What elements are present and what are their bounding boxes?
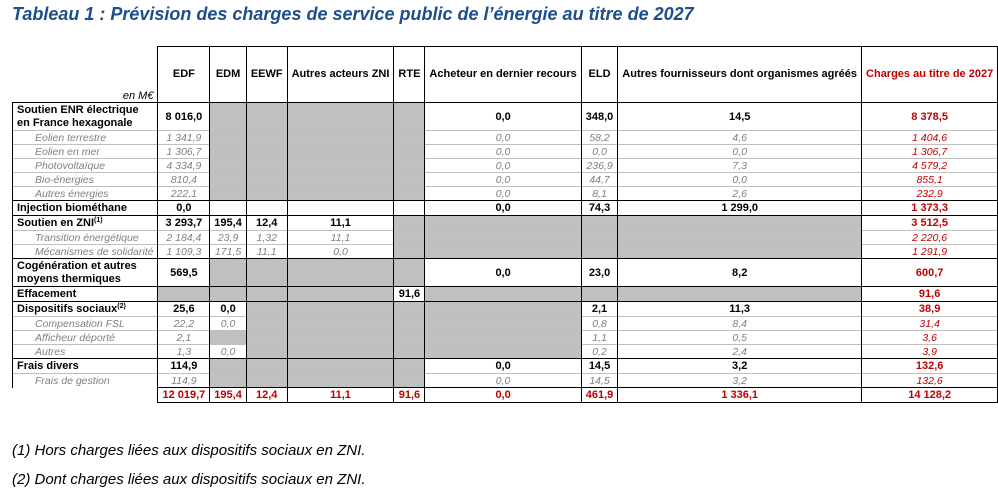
- empty-cell: [210, 131, 247, 145]
- table-cell: 12,4: [246, 216, 287, 231]
- col-header: Acheteur en dernier recours: [425, 47, 581, 103]
- table-subrow: [13, 159, 998, 173]
- table-cell: 0,5: [618, 331, 862, 345]
- empty-cell: [394, 331, 425, 345]
- row-label: [13, 359, 158, 374]
- empty-cell: [210, 187, 247, 201]
- row-label-text: Frais divers: [17, 360, 79, 372]
- empty-cell: [287, 317, 394, 331]
- empty-cell: [394, 245, 425, 259]
- row-label-text: Autres: [35, 345, 66, 358]
- empty-cell: [246, 159, 287, 173]
- row-label-text: Frais de gestion: [35, 374, 110, 387]
- table-cell: 0,8: [581, 317, 618, 331]
- empty-cell: [246, 345, 287, 359]
- row-label: [13, 145, 158, 159]
- table-subrow: [13, 245, 998, 259]
- table-cell: 1,3: [158, 345, 210, 359]
- table-cell: 0,0: [425, 159, 581, 173]
- empty-cell: [394, 145, 425, 159]
- table-subrow: [13, 145, 998, 159]
- table-cell: 0,0: [210, 302, 247, 317]
- table-cell: 38,9: [862, 302, 998, 317]
- table-cell: 0,0: [210, 317, 247, 331]
- empty-cell: [287, 103, 394, 131]
- table-cell: 8 016,0: [158, 103, 210, 131]
- empty-cell: [581, 216, 618, 231]
- table-cell: 348,0: [581, 103, 618, 131]
- empty-cell: [618, 287, 862, 302]
- total-cell: 461,9: [581, 388, 618, 403]
- total-cell: 0,0: [425, 388, 581, 403]
- table-cell: 3 293,7: [158, 216, 210, 231]
- table-cell: 91,6: [862, 287, 998, 302]
- row-label: [13, 331, 158, 345]
- table-cell: 1 299,0: [618, 201, 862, 216]
- table-subrow: [13, 374, 998, 388]
- table-cell: 0,0: [425, 173, 581, 187]
- row-label-text: Injection biométhane: [17, 202, 128, 214]
- table-cell: 0,0: [425, 103, 581, 131]
- empty-cell: [425, 302, 581, 317]
- row-label-text: Transition énergétique: [35, 231, 139, 244]
- table-cell: 2,1: [158, 331, 210, 345]
- empty-cell: [287, 173, 394, 187]
- empty-cell: [210, 287, 247, 302]
- table-row: [13, 259, 998, 287]
- table-cell: 0,0: [425, 131, 581, 145]
- col-header: Autres acteurs ZNI: [287, 47, 394, 103]
- total-cell: 91,6: [394, 388, 425, 403]
- header-row: [13, 47, 998, 103]
- table-cell: 569,5: [158, 259, 210, 287]
- table-cell: 0,0: [425, 259, 581, 287]
- empty-cell: [287, 331, 394, 345]
- empty-cell: [394, 374, 425, 388]
- empty-cell: [210, 374, 247, 388]
- table-cell: 1,1: [581, 331, 618, 345]
- row-label: [13, 103, 158, 131]
- table-cell: 1 306,7: [862, 145, 998, 159]
- table-cell: 8 378,5: [862, 103, 998, 131]
- table-cell: 23,0: [581, 259, 618, 287]
- table-cell: 1 341,9: [158, 131, 210, 145]
- total-spacer: [13, 388, 158, 403]
- footnote-ref: (1): [94, 217, 103, 224]
- row-label: [13, 131, 158, 145]
- empty-cell: [287, 259, 394, 287]
- table-subrow: [13, 173, 998, 187]
- empty-cell: [618, 231, 862, 245]
- total-cell: 1 336,1: [618, 388, 862, 403]
- table-row: [13, 103, 998, 131]
- table-cell: 8,4: [618, 317, 862, 331]
- empty-cell: [581, 245, 618, 259]
- table-cell: 2,4: [618, 345, 862, 359]
- table-cell: 4 579,2: [862, 159, 998, 173]
- total-cell: 12 019,7: [158, 388, 210, 403]
- empty-cell: [394, 231, 425, 245]
- row-label: [13, 231, 158, 245]
- table-cell: 4,6: [618, 131, 862, 145]
- table-cell: 195,4: [210, 216, 247, 231]
- empty-cell: [246, 302, 287, 317]
- table-cell: 44,7: [581, 173, 618, 187]
- table-cell: 14,5: [618, 103, 862, 131]
- empty-cell: [581, 231, 618, 245]
- charges-table: [12, 46, 998, 403]
- table-cell: 810,4: [158, 173, 210, 187]
- empty-cell: [394, 302, 425, 317]
- empty-cell: [246, 131, 287, 145]
- table-cell: 11,1: [246, 245, 287, 259]
- table-cell: 2,6: [618, 187, 862, 201]
- table-cell: 23,9: [210, 231, 247, 245]
- row-label-text: Eolien en mer: [35, 145, 100, 158]
- table-cell: 0,0: [425, 359, 581, 374]
- footnote-ref: (2): [117, 303, 126, 310]
- empty-cell: [394, 345, 425, 359]
- row-label-text: Bio-énergies: [35, 173, 94, 186]
- empty-cell: [246, 374, 287, 388]
- empty-cell: [210, 145, 247, 159]
- table-row: [13, 201, 998, 216]
- row-label: [13, 374, 158, 388]
- footnote-1: (1) Hors charges liées aux dispositifs sociaux en ZNI.: [12, 442, 366, 459]
- table-cell: 114,9: [158, 359, 210, 374]
- table-row: [13, 216, 998, 231]
- table-cell: 0,0: [210, 345, 247, 359]
- table-cell: 236,9: [581, 159, 618, 173]
- table-cell: 31,4: [862, 317, 998, 331]
- empty-cell: [246, 173, 287, 187]
- empty-cell: [287, 131, 394, 145]
- row-label: [13, 159, 158, 173]
- empty-cell: [287, 145, 394, 159]
- row-label-text: Mécanismes de solidarité: [35, 245, 154, 258]
- empty-cell: [425, 231, 581, 245]
- empty-cell: [425, 287, 581, 302]
- col-header: EEWF: [246, 47, 287, 103]
- empty-cell: [158, 287, 210, 302]
- table-cell: 171,5: [210, 245, 247, 259]
- table-cell: [287, 201, 394, 216]
- empty-cell: [246, 145, 287, 159]
- col-header: RTE: [394, 47, 425, 103]
- empty-cell: [287, 345, 394, 359]
- col-header: EDM: [210, 47, 247, 103]
- table-cell: 7,3: [618, 159, 862, 173]
- empty-cell: [287, 302, 394, 317]
- table-cell: 600,7: [862, 259, 998, 287]
- table-cell: [246, 201, 287, 216]
- row-label-text: Photovoltaïque: [35, 159, 106, 172]
- col-header: EDF: [158, 47, 210, 103]
- row-label-text: Afficheur déporté: [35, 331, 115, 344]
- empty-cell: [287, 187, 394, 201]
- total-row: [13, 388, 998, 403]
- row-label: [13, 287, 158, 302]
- table-row: [13, 287, 998, 302]
- empty-cell: [425, 331, 581, 345]
- empty-cell: [287, 287, 394, 302]
- table-cell: 0,0: [581, 145, 618, 159]
- total-cell: 11,1: [287, 388, 394, 403]
- empty-cell: [425, 216, 581, 231]
- row-label: [13, 173, 158, 187]
- table-cell: 14,5: [581, 359, 618, 374]
- empty-cell: [394, 259, 425, 287]
- empty-cell: [618, 216, 862, 231]
- table-cell: [394, 201, 425, 216]
- empty-cell: [394, 103, 425, 131]
- total-cell: 12,4: [246, 388, 287, 403]
- table-cell: 132,6: [862, 359, 998, 374]
- row-label: [13, 187, 158, 201]
- col-header: ELD: [581, 47, 618, 103]
- table-cell: 1 306,7: [158, 145, 210, 159]
- empty-cell: [425, 317, 581, 331]
- row-label-text: Soutien en ZNI: [17, 217, 94, 229]
- table-cell: 0,0: [158, 201, 210, 216]
- empty-cell: [394, 187, 425, 201]
- table-cell: 1 373,3: [862, 201, 998, 216]
- empty-cell: [210, 259, 247, 287]
- table-subrow: [13, 317, 998, 331]
- row-label: [13, 201, 158, 216]
- table-cell: 22,2: [158, 317, 210, 331]
- table-cell: [210, 201, 247, 216]
- empty-cell: [425, 345, 581, 359]
- empty-cell: [210, 103, 247, 131]
- table-title: Tableau 1 : Prévision des charges de service public de l’énergie au titre de 2027: [12, 4, 694, 24]
- row-label: [13, 245, 158, 259]
- table-cell: 132,6: [862, 374, 998, 388]
- table-cell: 2,1: [581, 302, 618, 317]
- table-cell: 1,32: [246, 231, 287, 245]
- table-cell: 4 334,9: [158, 159, 210, 173]
- empty-cell: [287, 359, 394, 374]
- table-cell: 2 184,4: [158, 231, 210, 245]
- table-cell: 74,3: [581, 201, 618, 216]
- empty-cell: [581, 287, 618, 302]
- total-cell: 14 128,2: [862, 388, 998, 403]
- table-cell: 0,0: [425, 201, 581, 216]
- table-cell: 91,6: [394, 287, 425, 302]
- row-label: [13, 216, 158, 231]
- table-cell: 222,1: [158, 187, 210, 201]
- table-cell: 0,0: [425, 187, 581, 201]
- table-subrow: [13, 331, 998, 345]
- table-cell: 11,1: [287, 231, 394, 245]
- table-cell: 11,3: [618, 302, 862, 317]
- empty-cell: [210, 331, 247, 345]
- unit-label: en M€: [122, 90, 154, 102]
- table-cell: 0,0: [425, 374, 581, 388]
- empty-cell: [210, 173, 247, 187]
- table-cell: 232,9: [862, 187, 998, 201]
- row-label-text: Dispositifs sociaux: [17, 303, 118, 315]
- empty-cell: [394, 216, 425, 231]
- table-cell: 3,2: [618, 359, 862, 374]
- row-label-text: Effacement: [17, 288, 77, 300]
- row-label-text: Eolien terrestre: [35, 131, 107, 144]
- row-label: [13, 302, 158, 317]
- table-cell: 3 512,5: [862, 216, 998, 231]
- empty-cell: [394, 131, 425, 145]
- table-row: [13, 302, 998, 317]
- table-cell: 1 291,9: [862, 245, 998, 259]
- empty-cell: [246, 287, 287, 302]
- table-subrow: [13, 131, 998, 145]
- col-header: Autres fournisseurs dont organismes agréés: [618, 47, 862, 103]
- table-cell: 114,9: [158, 374, 210, 388]
- empty-cell: [246, 359, 287, 374]
- table-cell: 0,2: [581, 345, 618, 359]
- empty-cell: [246, 317, 287, 331]
- table-cell: 8,1: [581, 187, 618, 201]
- row-label-text: Cogénération et autres moyens thermiques: [17, 259, 137, 285]
- row-label-text: Soutien ENR électrique en France hexagonale: [17, 103, 139, 129]
- row-label: [13, 259, 158, 287]
- table-subrow: [13, 187, 998, 201]
- table-cell: 1 109,3: [158, 245, 210, 259]
- table-cell: 14,5: [581, 374, 618, 388]
- row-label: [13, 345, 158, 359]
- table-cell: 2 220,6: [862, 231, 998, 245]
- row-label: [13, 317, 158, 331]
- table-cell: 855,1: [862, 173, 998, 187]
- empty-cell: [246, 187, 287, 201]
- total-cell: 195,4: [210, 388, 247, 403]
- empty-cell: [287, 159, 394, 173]
- table-cell: 8,2: [618, 259, 862, 287]
- col-header-total: Charges au titre de 2027: [862, 47, 998, 103]
- table-subrow: [13, 345, 998, 359]
- table-cell: 3,9: [862, 345, 998, 359]
- table-cell: 0,0: [618, 173, 862, 187]
- empty-cell: [210, 159, 247, 173]
- empty-cell: [394, 359, 425, 374]
- table-cell: 3,2: [618, 374, 862, 388]
- table-cell: 3,6: [862, 331, 998, 345]
- table-cell: 1 404,6: [862, 131, 998, 145]
- table-cell: 0,0: [287, 245, 394, 259]
- row-label-text: Autres énergies: [35, 187, 109, 200]
- table-cell: 0,0: [618, 145, 862, 159]
- table-cell: 0,0: [425, 145, 581, 159]
- table-cell: 11,1: [287, 216, 394, 231]
- empty-cell: [246, 259, 287, 287]
- empty-cell: [618, 245, 862, 259]
- empty-cell: [210, 359, 247, 374]
- table-cell: 58,2: [581, 131, 618, 145]
- empty-cell: [394, 317, 425, 331]
- empty-cell: [394, 173, 425, 187]
- row-label-text: Compensation FSL: [35, 317, 125, 330]
- table-row: [13, 359, 998, 374]
- empty-cell: [394, 159, 425, 173]
- empty-cell: [287, 374, 394, 388]
- empty-cell: [425, 245, 581, 259]
- table-cell: 25,6: [158, 302, 210, 317]
- empty-cell: [246, 103, 287, 131]
- footnote-2: (2) Dont charges liées aux dispositifs sociaux en ZNI.: [12, 471, 366, 488]
- empty-cell: [246, 331, 287, 345]
- table-subrow: [13, 231, 998, 245]
